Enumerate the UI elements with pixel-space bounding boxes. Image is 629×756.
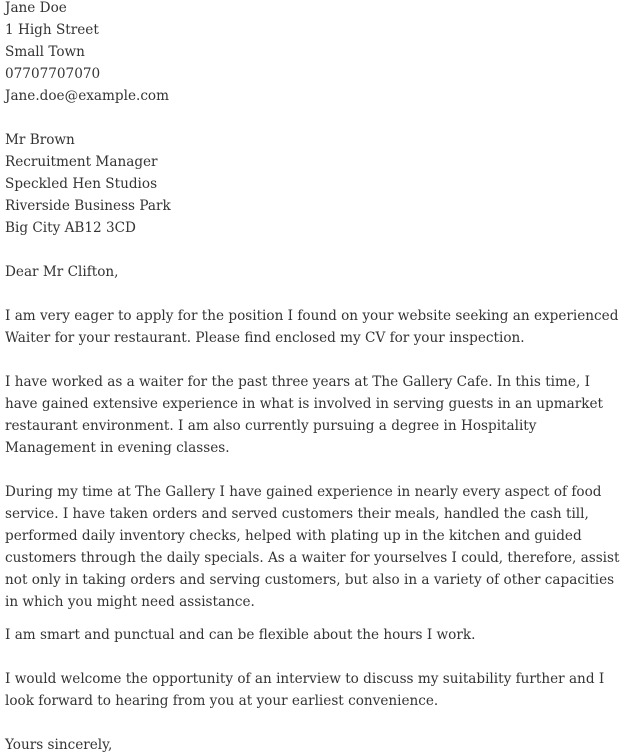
cover-letter bbox=[5, 0, 625, 756]
sender-address-block bbox=[5, 0, 625, 107]
recipient-address-block bbox=[5, 129, 625, 239]
body-paragraph-qualities: I am smart and punctual and can be flexible about the hours I work. bbox=[5, 627, 476, 643]
spacer bbox=[5, 283, 625, 305]
body-paragraph-duties: During my time at The Gallery I have gained experience in nearly every aspect of food service. I have taken orders and served customers their meals, handled the cash till, performed daily inventory checks, helped with plating up in the kitchen and guided customers through the daily specials. As a waiter for yourselves I could, therefore, assist not only in taking orders and serving customers, but also in a variety of other capacities in which you might need assistance. bbox=[5, 484, 620, 610]
spacer bbox=[5, 613, 625, 624]
body-paragraph-experience: I have worked as a waiter for the past three years at The Gallery Cafe. In this time, I have gained extensive experience in what is involved in serving guests in an upmarket restaurant environment. I am also currently pursuing a degree in Hospitality Management in evening classes. bbox=[5, 374, 603, 456]
recipient-name: Mr Brown bbox=[5, 132, 75, 148]
recipient-address-line: Riverside Business Park bbox=[5, 198, 171, 214]
closing-signoff: Yours sincerely, bbox=[5, 737, 113, 753]
spacer bbox=[5, 646, 625, 668]
body-paragraph-intro: I am very eager to apply for the position I found on your website seeking an experienced Waiter for your restaurant. Please find enclosed my CV for your inspection. bbox=[5, 308, 619, 346]
spacer bbox=[5, 107, 625, 129]
sender-email: Jane.doe@example.com bbox=[5, 88, 170, 104]
sender-street: 1 High Street bbox=[5, 22, 99, 38]
spacer bbox=[5, 712, 625, 734]
recipient-title: Recruitment Manager bbox=[5, 154, 158, 170]
spacer bbox=[5, 349, 625, 371]
spacer bbox=[5, 239, 625, 261]
sender-town: Small Town bbox=[5, 44, 85, 60]
spacer bbox=[5, 459, 625, 481]
salutation: Dear Mr Clifton, bbox=[5, 264, 119, 280]
sender-phone: 07707707070 bbox=[5, 66, 101, 82]
recipient-city-postcode: Big City AB12 3CD bbox=[5, 220, 136, 236]
body-paragraph-closing-request: I would welcome the opportunity of an interview to discuss my suitability further and I look forward to hearing from you at your earliest convenience. bbox=[5, 671, 605, 709]
recipient-company: Speckled Hen Studios bbox=[5, 176, 158, 192]
sender-name: Jane Doe bbox=[5, 0, 67, 16]
